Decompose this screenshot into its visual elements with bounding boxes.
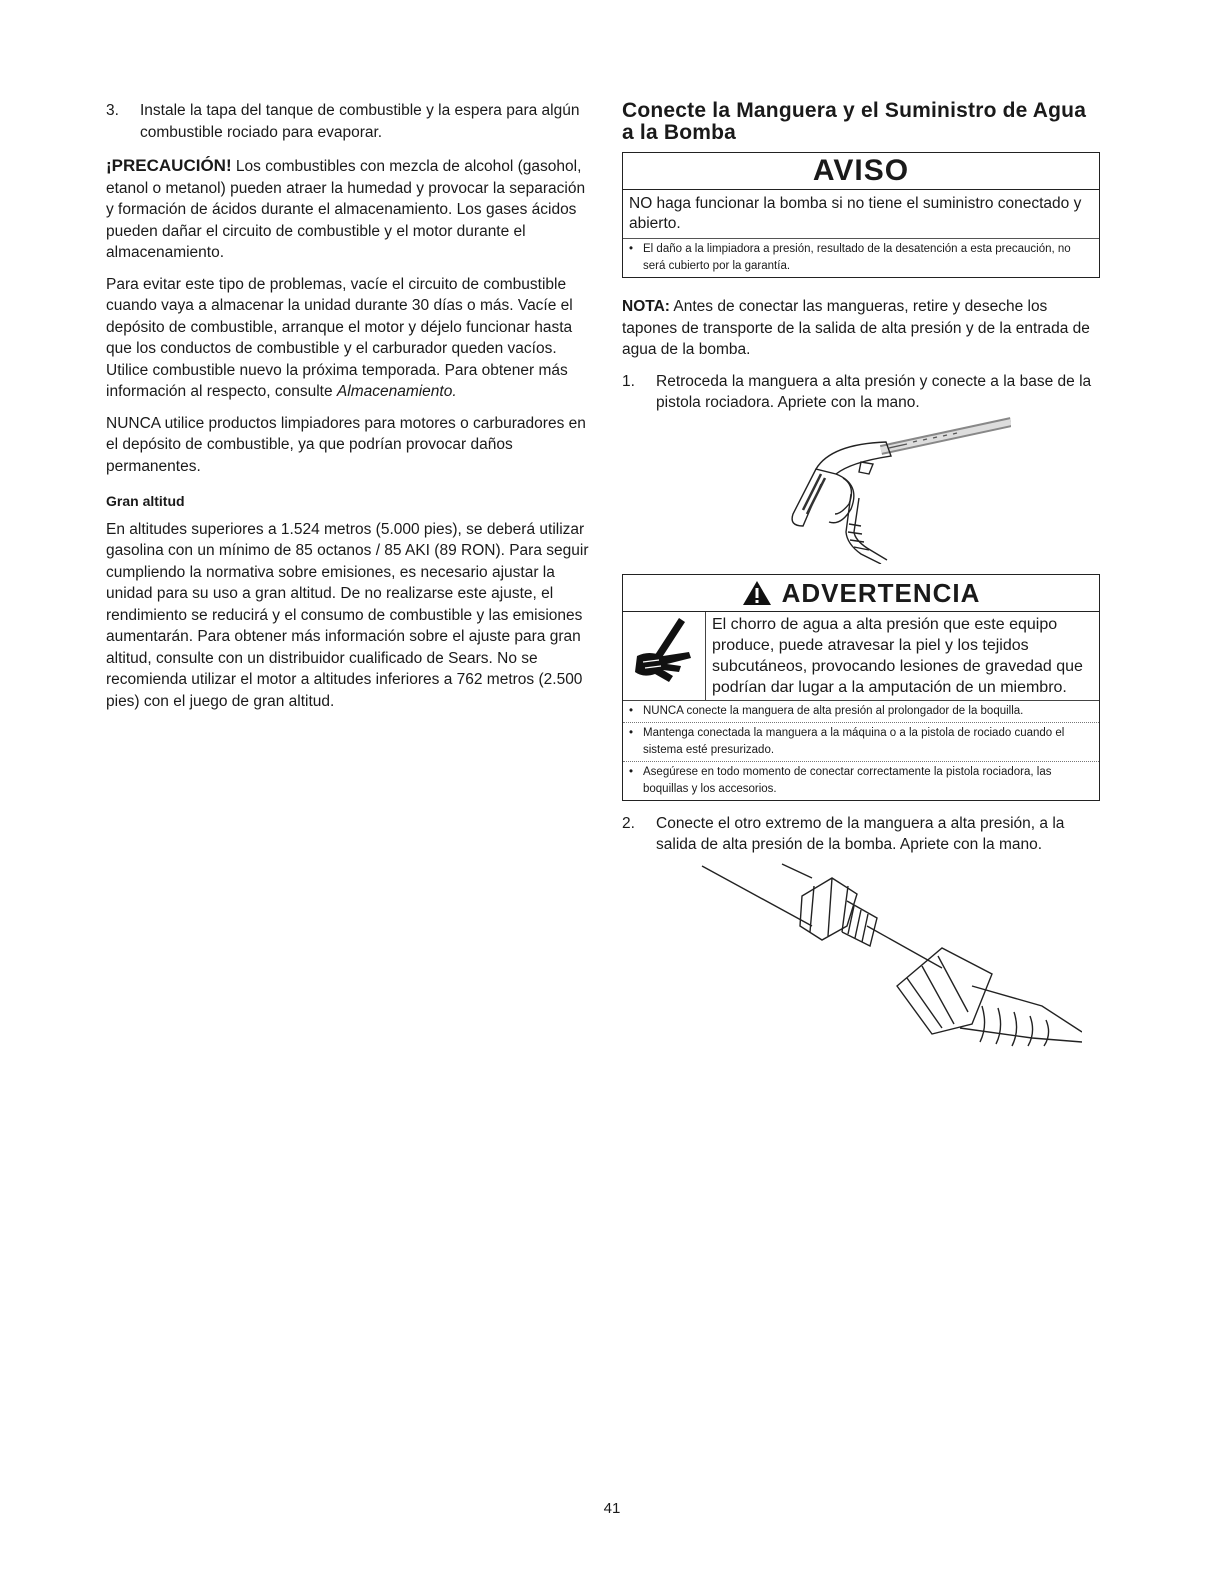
spray-gun-illustration bbox=[711, 414, 1011, 564]
storage-reference-link[interactable]: Almacenamiento. bbox=[336, 383, 457, 400]
section-heading: Conecte la Manguera y el Suministro de Agua a la Bomba bbox=[622, 99, 1087, 144]
bullet-dot: • bbox=[629, 243, 634, 255]
warning-bullet-text: NUNCA conecte la manguera de alta presión al prolongador de la boquilla. bbox=[643, 704, 1024, 717]
caution-paragraph bbox=[106, 155, 590, 264]
caution-text: Los combustibles con mezcla de alcohol (gasohol, etanol o metanol) pueden atraer la humedad y provocar la separación y formación de ácidos durante el almacenamiento. Los gases ácidos pueden dañar el circuito de combustible y el motor durante el almacenamiento. bbox=[106, 158, 586, 261]
warning-bullet bbox=[623, 701, 1099, 722]
page-number: 41 bbox=[603, 1500, 621, 1517]
right-column bbox=[622, 100, 1100, 1056]
warning-main-text: El chorro de agua a alta presión que este equipo produce, puede atravesar la piel y los tejidos subcutáneos, provocando lesiones de gravedad que podrían dar lugar a la amputación de un miembro. bbox=[712, 615, 1083, 696]
notice-title: AVISO bbox=[623, 153, 1099, 190]
bullet-dot: • bbox=[629, 765, 634, 778]
warning-box bbox=[622, 574, 1100, 801]
step-1 bbox=[622, 371, 1100, 414]
caution-label: ¡PRECAUCIÓN! bbox=[106, 156, 232, 175]
note-paragraph bbox=[622, 296, 1100, 361]
bullet-dot: • bbox=[629, 726, 634, 739]
warning-bullet bbox=[623, 722, 1099, 761]
step-3 bbox=[106, 100, 590, 143]
warning-bullet bbox=[623, 761, 1099, 800]
step-text: Conecte el otro extremo de la manguera a alta presión, a la salida de alta presión de la bomba. Apriete con la mano. bbox=[656, 814, 1065, 853]
high-altitude-heading: Gran altitud bbox=[106, 493, 185, 509]
notice-main-text: NO haga funcionar la bomba si no tiene el suministro conectado y abierto. bbox=[623, 190, 1099, 239]
hose-connection-illustration bbox=[642, 856, 1082, 1056]
step-text: Instale la tapa del tanque de combustible y la espera para algún combustible rociado para evaporar. bbox=[140, 102, 580, 141]
fuel-drain-text: Para evitar este tipo de problemas, vacíe el circuito de combustible cuando vaya a almacenar la unidad durante 30 días o más. Vacíe el depósito de combustible, arranque el motor y déjelo funcionar hasta que los conductos de combustible y el carburador queden vacíos. Utilice combustible nuevo la próxima temporada. Para obtener más información al respecto, consulte bbox=[106, 275, 573, 400]
step-number: 3. bbox=[106, 102, 119, 119]
bullet-dot: • bbox=[629, 704, 634, 717]
warning-main-row bbox=[623, 612, 1099, 701]
step-number: 1. bbox=[622, 372, 635, 390]
notice-bullet-text: El daño a la limpiadora a presión, resultado de la desatención a esta precaución, no será cubierto por la garantía. bbox=[643, 243, 1071, 272]
warning-title: ADVERTENCIA bbox=[781, 577, 981, 608]
warning-triangle-icon bbox=[742, 580, 772, 606]
note-label: NOTA: bbox=[622, 298, 670, 315]
high-altitude-paragraph: En altitudes superiores a 1.524 metros (5.000 pies), se deberá utilizar gasolina con un mínimo de 85 octanos / 85 AKI (89 RON). Para seguir cumpliendo la normativa sobre emisiones, es necesario ajustar la unidad para su uso a gran altitud. De no realizarse este ajuste, el rendimiento se reducirá y el consumo de combustible y las emisiones aumentarán. Para obtener más información sobre el ajuste para gran altitud, consulte con un distribuidor cualificado de Sears. No se recomienda utilizar el motor a altitudes inferiores a 762 metros (2.500 pies) con el juego de gran altitud. bbox=[106, 520, 589, 710]
left-column bbox=[106, 100, 590, 722]
cleaner-warning-paragraph: NUNCA utilice productos limpiadores para motores o carburadores en el depósito de combustible, ya que podrían provocar daños permanentes. bbox=[106, 414, 586, 475]
step-number: 2. bbox=[622, 814, 635, 832]
note-text: Antes de conectar las mangueras, retire y deseche los tapones de transporte de la salida de alta presión y de la entrada de agua de la bomba. bbox=[622, 298, 1090, 358]
step-text: Retroceda la manguera a alta presión y conecte a la base de la pistola rociadora. Apriete con la mano. bbox=[656, 372, 1092, 411]
warning-header bbox=[623, 575, 1099, 612]
warning-bullet-text: Mantenga conectada la manguera a la máquina o a la pistola de rociado cuando el sistema esté presurizado. bbox=[643, 726, 1065, 756]
injection-hazard-icon bbox=[623, 612, 706, 700]
warning-bullet-text: Asegúrese en todo momento de conectar correctamente la pistola rociadora, las boquillas y los accesorios. bbox=[643, 765, 1052, 795]
fuel-drain-paragraph bbox=[106, 274, 590, 403]
step-2 bbox=[622, 813, 1100, 856]
notice-bullet bbox=[623, 239, 1099, 277]
notice-box bbox=[622, 152, 1100, 278]
